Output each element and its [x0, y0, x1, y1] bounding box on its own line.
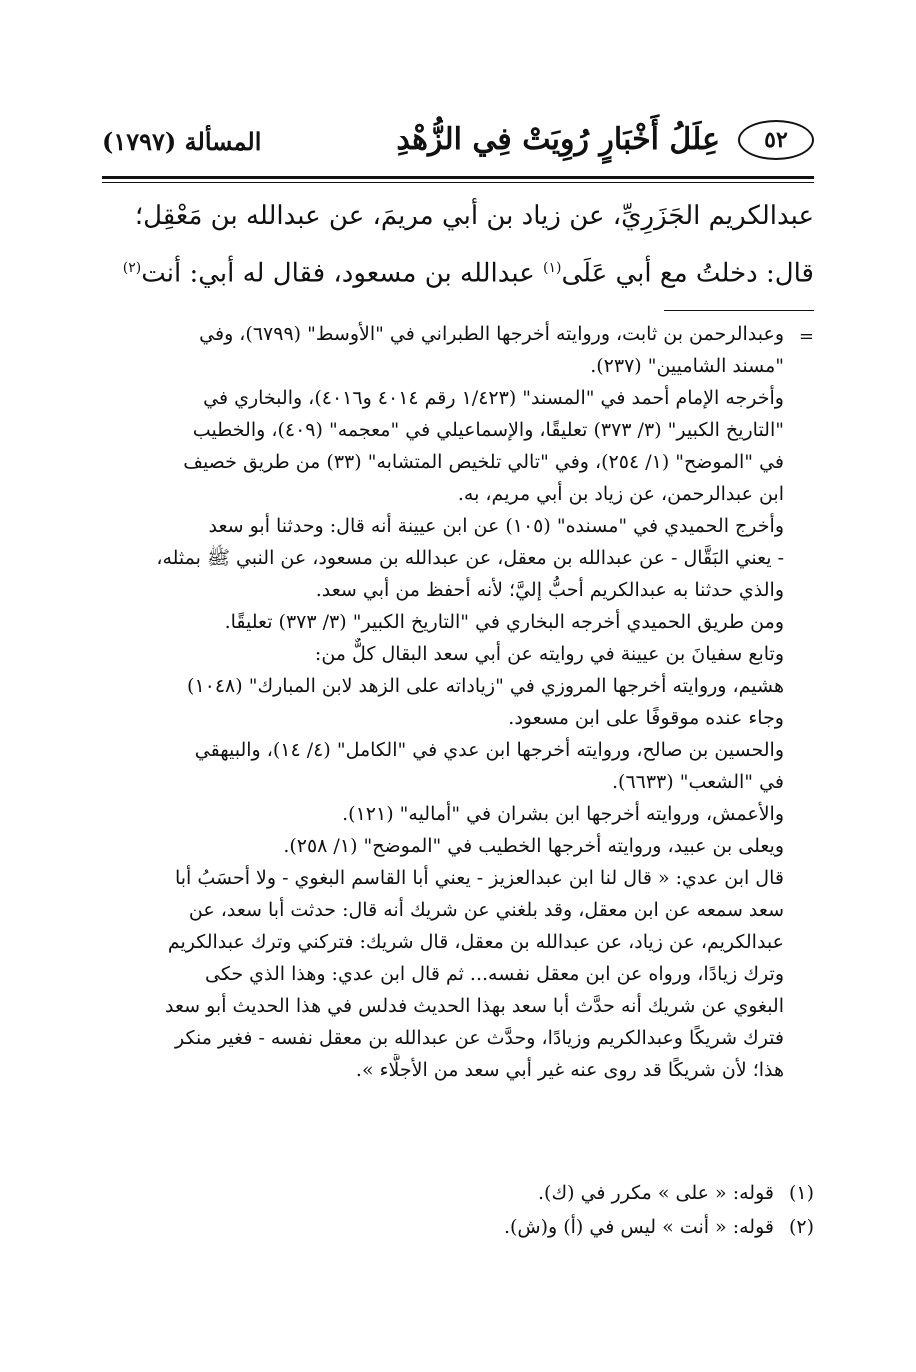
- footnote-line: وتابع سفيانَ بن عيينة في روايته عن أبي سعد البقال كلٌّ من:: [314, 643, 784, 665]
- book-title: عِلَلُ أَخْبَارٍ رُوِيَتْ فِي الزُّهْدِ: [396, 122, 720, 157]
- footnote-line: والأعمش، وروايته أخرجها ابن بشران في "أماليه" (١٢١).: [342, 803, 784, 825]
- continuation-marker: =: [798, 326, 814, 347]
- footnote-line: "التاريخ الكبير" (٣/ ٣٧٣) تعليقًا، والإسماعيلي في "معجمه" (٤٠٩)، والخطيب: [192, 419, 784, 441]
- footnote-line: "مسند الشاميين" (٢٣٧).: [590, 355, 784, 377]
- footnote-line: ومن طريق الحميدي أخرجه البخاري في "التاريخ الكبير" (٣/ ٣٧٣) تعليقًا.: [224, 611, 784, 633]
- footnote-line: في "الشعب" (٦٦٣٣).: [611, 771, 784, 793]
- notes-block: [102, 1176, 814, 1244]
- footnote-line: سعد سمعه عن ابن معقل، وقد بلغني عن شريك أنه قال: حدثت أبا سعد، عن: [188, 899, 784, 921]
- note-text: قوله: « أنت » ليس في (أ) و(ش).: [503, 1216, 774, 1238]
- footnote-line: والذي حدثنا به عبدالكريم أحبُّ إليَّ؛ لأنه أحفظ من أبي سعد.: [315, 579, 784, 601]
- footnote-line: وترك زيادًا، ورواه عن ابن معقل نفسه... ثم قال ابن عدي: وهذا الذي حكى: [205, 963, 784, 985]
- issue-label: المسألة (١٧٩٧): [102, 127, 262, 156]
- note-number: (١): [788, 1182, 814, 1204]
- main-line-1: عبدالكريم الجَزَرِيِّ، عن زياد بن أبي مريمَ، عن عبدالله بن مَعْقِل؛: [134, 201, 814, 231]
- footnote-line: ابن عبدالرحمن، عن زياد بن أبي مريم، به.: [457, 483, 784, 505]
- note-item: [102, 1210, 814, 1244]
- footnote-line: ويعلى بن عبيد، وروايته أخرجها الخطيب في "الموضح" (١/ ٢٥٨).: [283, 835, 784, 857]
- footnotes-block: [102, 318, 814, 1086]
- footnote-ref-1: (١): [542, 260, 562, 276]
- footnote-ref-2: (٢): [122, 260, 142, 276]
- footnote-line: فترك شريكًا وعبدالكريم وزيادًا، وحدَّث عن عبدالله بن معقل نفسه - فغير منكر: [175, 1027, 784, 1049]
- main-line-2b: عبدالله بن مسعود، فقال له أبي: أنت: [141, 258, 543, 289]
- main-line-2a: قال: دخلتُ مع أبي عَلَى: [561, 258, 814, 289]
- main-text: [102, 190, 814, 300]
- footnote-line: والحسين بن صالح، وروايته أخرجها ابن عدي في "الكامل" (٤/ ١٤)، والبيهقي: [194, 739, 784, 761]
- note-text: قوله: « على » مكرر في (ك).: [538, 1182, 774, 1204]
- footnote-line: هذا؛ لأن شريكًا قد روى عنه غير أبي سعد من الأجلَّاء ».: [355, 1059, 784, 1081]
- footnote-line: وعبدالرحمن بن ثابت، وروايته أخرجها الطبراني في "الأوسط" (٦٧٩٩)، وفي: [199, 323, 784, 345]
- page-number: ٥٢: [738, 120, 814, 160]
- main-line-2: [102, 242, 814, 300]
- page-header: [102, 118, 814, 172]
- footnote-line: في "الموضح" (١/ ٢٥٤)، وفي "تالي تلخيص المتشابه" (٣٣) من طريق خصيف: [183, 451, 784, 473]
- footnote-line: قال ابن عدي: « قال لنا ابن عبدالعزيز - يعني أبا القاسم البغوي - ولا أحسَبُ أبا: [174, 867, 784, 889]
- footnote-line: هشيم، وروايته أخرجها المروزي في "زياداته على الزهد لابن المبارك" (١٠٤٨): [187, 675, 784, 697]
- footnote-line: عبدالكريم، عن زياد، عن عبدالله بن معقل، قال شريك: فتركني وترك عبدالكريم: [167, 931, 784, 953]
- footnote-line: البغوي عن شريك أنه حدَّث أبا سعد بهذا الحديث فدلس في هذا الحديث أبو سعد: [165, 995, 784, 1017]
- footnote-line: - يعني البَقَّال - عن عبدالله بن معقل، عن عبدالله بن مسعود، عن النبي ﷺ بمثله،: [156, 547, 784, 569]
- header-rule: [102, 176, 814, 179]
- footnote-line: وجاء عنده موقوفًا على ابن مسعود.: [508, 707, 784, 729]
- footnote-separator: [664, 310, 814, 311]
- footnote-line: وأخرجه الإمام أحمد في "المسند" (١/٤٢٣ رقم ٤٠١٤ و٤٠١٦)، والبخاري في: [203, 387, 784, 409]
- footnote-line: وأخرج الحميدي في "مسنده" (١٠٥) عن ابن عيينة أنه قال: وحدثنا أبو سعد: [208, 515, 784, 537]
- note-item: [102, 1176, 814, 1210]
- note-number: (٢): [788, 1216, 814, 1238]
- header-rule-thin: [102, 182, 814, 183]
